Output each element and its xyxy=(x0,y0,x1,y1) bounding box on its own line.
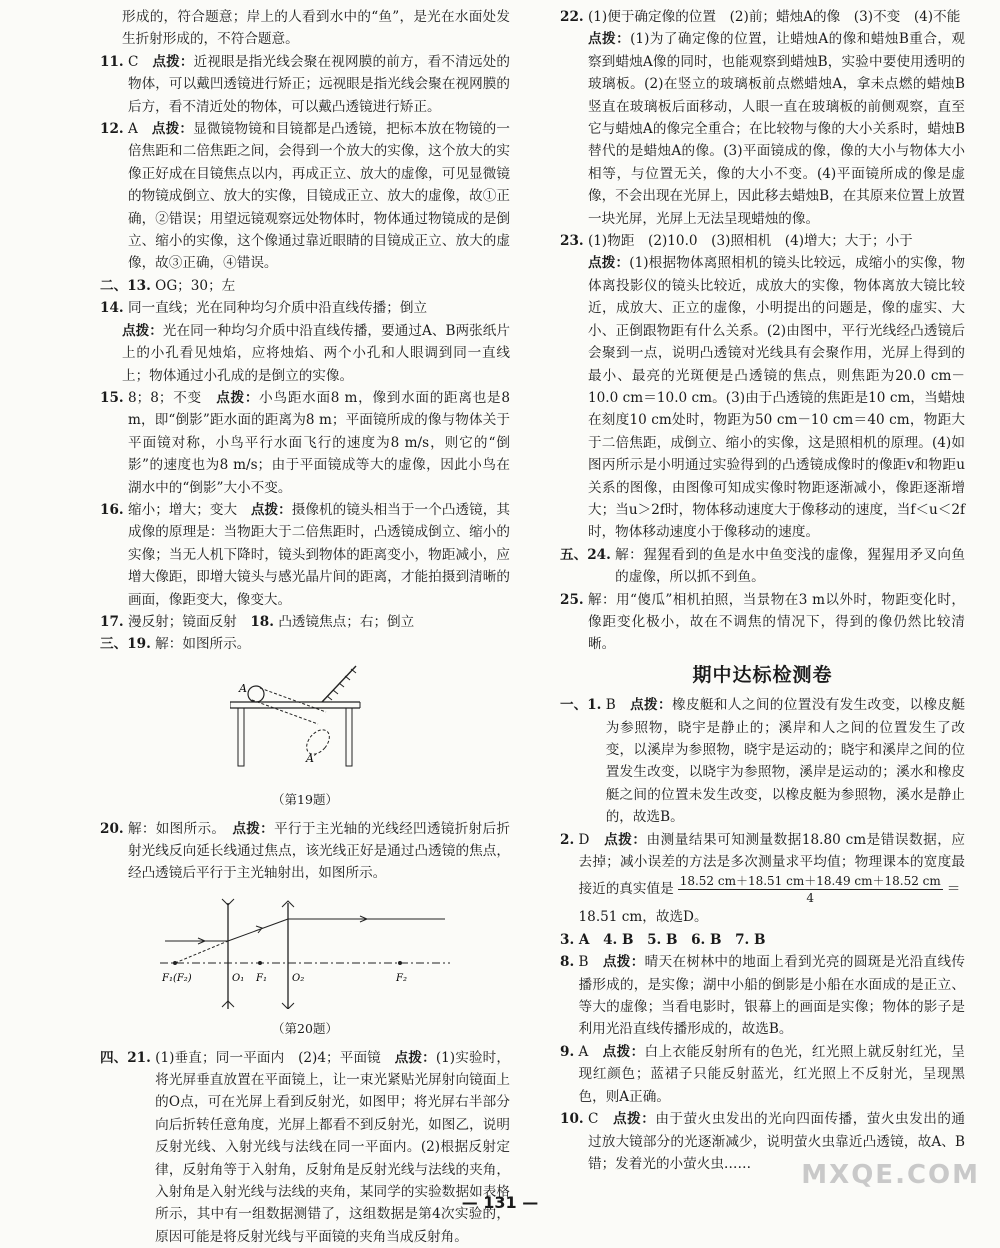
lens-diagram xyxy=(160,891,450,1009)
tip-label: 点拨： xyxy=(604,831,647,848)
answer-letter: B xyxy=(578,954,589,971)
answer-11 xyxy=(100,51,510,118)
tip-text: (1)实验时，将光屏垂直放置在平面镜上，让一束光紧贴光屏射向镜面上的O点，可在光屏上看到反射光，如图甲；将光屏右半部分向后折转任意角度，光屏上都看不到反射光，如图乙，说明反射光线、入射光线与法线在同一平面内。(2)根据反射定律，反射角等于入射角，反射角是反射光线与法线的夹角，入射角是入射光线与法线的夹角，某同学的实验数据如表格所示，其中有一组数据测错了，这组数据是第4次实验的，原因可能是将反射光线与平面镜的夹角当成反射角。 xyxy=(155,1049,511,1245)
tip-label: 点拨： xyxy=(151,121,194,138)
section-label: 五、 xyxy=(560,546,588,563)
answer-text: 漫反射；镜面反射 xyxy=(127,613,237,630)
average-fraction xyxy=(678,873,943,906)
answer-text: 显微镜物镜和目镜都是凸透镜，把标本放在物镜的一倍焦距和二倍焦距之间，会得到一个放大的实像，这个放大的实像正好成在目镜焦点以内，再成正立、放大的虚像，可见显微镜的物镜成倒立、放大的实像，目镜成正立、放大的虚像，故①正确，②错误；用望远镜观察远处物体时，物体通过物镜成的是倒立、缩小的实像，这个像通过靠近眼睛的目镜成正立、放大的虚像，故③正确，④错误。 xyxy=(127,121,511,272)
answer-15 xyxy=(100,387,510,499)
tip-text: (1)为了确定像的位置，让蜡烛A的像和蜡烛B重合，观察到蜡烛A像的同时，也能观察到蜡烛B，实验中要使用透明的玻璃板。(2)在竖立的玻璃板前点燃蜡烛A，拿未点燃的蜡烛B竖直在玻璃板后面移动，人眼一直在玻璃板的前侧观察，直至它与蜡烛A的像完全重合；在比较物与像的大小关系时，蜡烛B替代的是蜡烛A的像。(3)平面镜成的像，像的大小与物体大小相等，与位置无关，像的大小不变。(4)平面镜所成的像是虚像，不会出现在光屏上，因此移去蜡烛B，在其原来位置上放置一块光屏，光屏上无法呈现蜡烛的像。 xyxy=(587,31,966,227)
table-mirror-diagram xyxy=(230,662,380,780)
figure-19 xyxy=(100,662,510,812)
watermark: MXQE.COM xyxy=(801,1160,980,1190)
q-number: 11. xyxy=(100,53,124,70)
right-column xyxy=(560,6,965,1175)
q-number: 20. xyxy=(100,820,124,837)
fraction-numerator: 18.52 cm＋18.51 cm＋18.49 cm＋18.52 cm xyxy=(679,874,941,889)
fraction-denominator: 4 xyxy=(806,891,815,906)
mid-answer-2 xyxy=(560,829,965,929)
label-a-prime: A′ xyxy=(306,751,317,765)
answer-14 xyxy=(100,297,510,319)
answer-23 xyxy=(560,230,965,544)
q-number: 8. xyxy=(560,954,575,971)
answer-21 xyxy=(100,1047,510,1248)
tip-label: 点拨： xyxy=(602,954,645,971)
tip-text: 橡皮艇和人之间的位置没有发生改变，以橡皮艇为参照物，晓宇是静止的；溪岸和人之间的位置发生了改变，以溪岸为参照物，晓宇是运动的；晓宇和溪岸之间的位置发生改变，以晓宇为参照物，溪岸是运动的；溪水和橡皮艇之间的位置未发生改变，以橡皮艇为参照物，溪水是静止的，故选B。 xyxy=(605,697,966,826)
tip-text: 由测量结果可知测量数据18.80 cm是错误数据，应去掉；减小误差的方法是多次测量求平均值；物理课本的宽度最接近的真实值是 xyxy=(578,831,965,898)
tip-label: 点拨： xyxy=(394,1049,436,1066)
q-number: 23. xyxy=(560,233,584,250)
q-number: 10. xyxy=(560,1111,584,1128)
q-number: 14. xyxy=(100,300,124,317)
answer-17-18 xyxy=(100,611,510,633)
answer-text: OG；30；左 xyxy=(155,277,236,294)
tip-text: 白上衣能反射所有的色光，红光照上就反射红光，呈现红颜色；蓝裙子只能反射蓝光，红光照上不反射光，呈现黑色，则A正确。 xyxy=(578,1043,966,1105)
answer-20 xyxy=(100,818,510,885)
answer-12 xyxy=(100,118,510,275)
q-number: 15. xyxy=(100,389,124,406)
answer-text: 解：如图所示。 xyxy=(155,636,251,653)
q-number: 16. xyxy=(100,501,124,518)
equals-sign: ＝ xyxy=(946,881,961,898)
answer-13 xyxy=(100,275,510,297)
q-number: 24. xyxy=(587,546,611,563)
result-text: 18.51 cm，故选D。 xyxy=(578,909,708,926)
figure-19-caption: （第19题） xyxy=(272,792,338,808)
section-heading: 期中达标检测卷 xyxy=(692,663,833,686)
section-label: 三、 xyxy=(100,636,128,653)
answer-text: 解：如图所示。 xyxy=(127,820,219,837)
answer-letter: A xyxy=(578,1043,589,1060)
tip-label: 点拨： xyxy=(587,31,631,48)
answer-text: 凸透镜焦点；右；倒立 xyxy=(278,613,415,630)
label-f2: F₂ xyxy=(396,972,407,984)
tip-text: (1)根据物体离照相机的镜头比较远，成缩小的实像，物体离投影仪的镜头比较近，成放大的实像，物体离放大镜比较近，成放大、正立的虚像，小明提出的问题是，像的虚实、大小、正倒跟物距有什么关系。(2)由图中，平行光线经凸透镜后会聚到一点，说明凸透镜对光线具有会聚作用，光屏上得到的最小、最亮的光斑便是凸透镜的焦点，则焦距为20.0 cm－10.0 cm＝10.0 cm。(3)由于凸透镜的焦距是10 cm，当蜡烛在刻度10 cm处时，物距为50 cm－10 cm＝40 cm，物距大于二倍焦距，成倒立、缩小的实像，这是照相机的原理。(4)如图丙所示是小明通过实验得到的凸透镜成像时的像距v和物距u关系的图像，由图像可知成实像时物距逐渐减小，像距逐渐增大；当u＞2f时，物体移动速度大于像移动的速度，当f＜u＜2f时，物体移动速度小于像移动的速度。 xyxy=(587,255,965,541)
intro-text: 形成的，符合题意；岸上的人看到水中的“鱼”，是光在水面处发生折射形成的，不符合题意。 xyxy=(122,9,510,48)
section-label: 四、 xyxy=(100,1049,128,1066)
answer-16 xyxy=(100,499,510,611)
answer-text: 同一直线；光在同种均匀介质中沿直线传播；倒立 xyxy=(127,300,428,317)
answer-19 xyxy=(100,633,510,655)
answer-14-tip xyxy=(100,320,510,387)
q-number: 1. xyxy=(587,697,602,714)
q-number: 17. xyxy=(100,613,124,630)
q-number: 13. xyxy=(127,277,151,294)
tip-text: 晴天在树林中的地面上看到光亮的圆斑是光沿直线传播形成的，是实像；湖中小船的倒影是小船在水面成的是正立、等大的虚像；当看电影时，银幕上的画面是实像；物体的影子是利用光沿直线传播形成的，故选B。 xyxy=(578,954,966,1038)
section-label: 二、 xyxy=(100,277,128,294)
q-number: 2. xyxy=(560,831,575,848)
answer-letter: A xyxy=(127,121,138,138)
q-number: 12. xyxy=(100,121,124,138)
answer-25 xyxy=(560,589,965,656)
figure-20-caption: （第20题） xyxy=(272,1021,338,1037)
tip-text: 光在同一种均匀介质中沿直线传播，要通过A、B两张纸片上的小孔看见烛焰，应将烛焰、两个小孔和人眼调到同一直线上；物体通过小孔成的是倒立的实像。 xyxy=(122,322,510,384)
tip-text: 由于萤火虫发出的光向四面传播，萤火虫发出的通过放大镜部分的光逐渐减少，说明萤火虫靠近凸透镜，故A、B错；发着光的小萤火虫…… xyxy=(587,1111,966,1172)
mid-answer-8 xyxy=(560,951,965,1041)
q-number: 21. xyxy=(127,1049,151,1066)
tip-label: 点拨： xyxy=(122,322,163,339)
answer-text: (1)物距 (2)10.0 (3)照相机 (4)增大；大于；小于 xyxy=(587,233,913,250)
answer-text: 解：用“傻瓜”相机拍照，当景物在3 m以外时，物距变化时，像距变化极小，故在不调焦的情况下，得到的像仍然比较清晰。 xyxy=(587,591,965,653)
tip-label: 点拨： xyxy=(250,501,292,518)
q-number: 25. xyxy=(560,591,584,608)
tip-text: 平行于主光轴的光线经凹透镜折射后折射光线反向延长线通过焦点，该光线正好是通过凸透镜的焦点，经凸透镜后平行于主光轴射出，如图所示。 xyxy=(127,820,511,882)
left-column xyxy=(100,6,510,1248)
mid-answers-3-7: 3. A 4. B 5. B 6. B 7. B xyxy=(560,931,766,948)
answer-22 xyxy=(560,6,965,230)
tip-text: 摄像机的镜头相当于一个凸透镜，其成像的原理是：当物距大于二倍焦距时，凸透镜成倒立、缩小的实像；当无人机下降时，镜头到物体的距离变小，物距减小，应增大像距，即增大镜头与感光晶片间的距离，才能拍摄到清晰的画面，像距变大，像变大。 xyxy=(127,501,511,608)
tip-text: 小鸟距水面8 m，像到水面的距离也是8 m，即“倒影”距水面的距离为8 m；平面镜所成的像与物体关于平面镜对称，小鸟平行水面飞行的速度为8 m/s，则它的“倒影”的速度也为8 m/s；由于平面镜成等大的虚像，因此小鸟在湖水中的“倒影”大小不变。 xyxy=(127,389,511,496)
tip-label: 点拨： xyxy=(602,1043,645,1060)
answer-text: 8；8；不变 xyxy=(127,389,202,406)
answer-text: (1)垂直；同一平面内 (2)4；平面镜 xyxy=(155,1049,381,1066)
answer-letter: D xyxy=(578,831,590,848)
label-f1b: F₁ xyxy=(256,972,267,984)
tip-label: 点拨： xyxy=(613,1111,656,1128)
q-number: 9. xyxy=(560,1043,575,1060)
answer-24 xyxy=(560,544,965,589)
label-f1f2: F₁(F₂) xyxy=(162,972,192,984)
tip-label: 点拨： xyxy=(232,820,275,837)
label-o2: O₂ xyxy=(292,972,305,984)
q-number: 18. xyxy=(250,613,274,630)
answer-letter: C xyxy=(587,1111,599,1128)
mid-answer-1 xyxy=(560,694,965,828)
figure-20 xyxy=(100,891,510,1041)
tip-label: 点拨： xyxy=(587,255,630,272)
mid-answer-9 xyxy=(560,1041,965,1108)
answer-text: 解：猩猩看到的鱼是水中鱼变浅的虚像，猩猩用矛叉向鱼的虚像，所以抓不到鱼。 xyxy=(615,546,965,586)
label-o1: O₁ xyxy=(232,972,245,984)
answer-text: (1)便于确定像的位置 (2)前；蜡烛A的像 (3)不变 (4)不能 xyxy=(587,9,961,25)
label-a: A xyxy=(239,681,247,695)
answer-text: 近视眼是指光线会聚在视网膜的前方，看不清远处的物体，可以戴凹透镜进行矫正；远视眼是指光线会聚在视网膜的后方，看不清近处的物体，可以戴凸透镜进行矫正。 xyxy=(127,53,511,115)
q-number: 19. xyxy=(127,636,151,653)
section-label: 一、 xyxy=(560,697,588,714)
tip-label: 点拨： xyxy=(216,389,260,406)
tip-label: 点拨： xyxy=(152,53,194,70)
answer-letter: B xyxy=(605,697,616,714)
tip-label: 点拨： xyxy=(630,697,672,714)
page-number: — 131 — xyxy=(461,1193,539,1212)
answer-letter: C xyxy=(127,53,139,70)
answer-text: 缩小；增大；变大 xyxy=(127,501,238,518)
q-number: 22. xyxy=(560,9,584,25)
